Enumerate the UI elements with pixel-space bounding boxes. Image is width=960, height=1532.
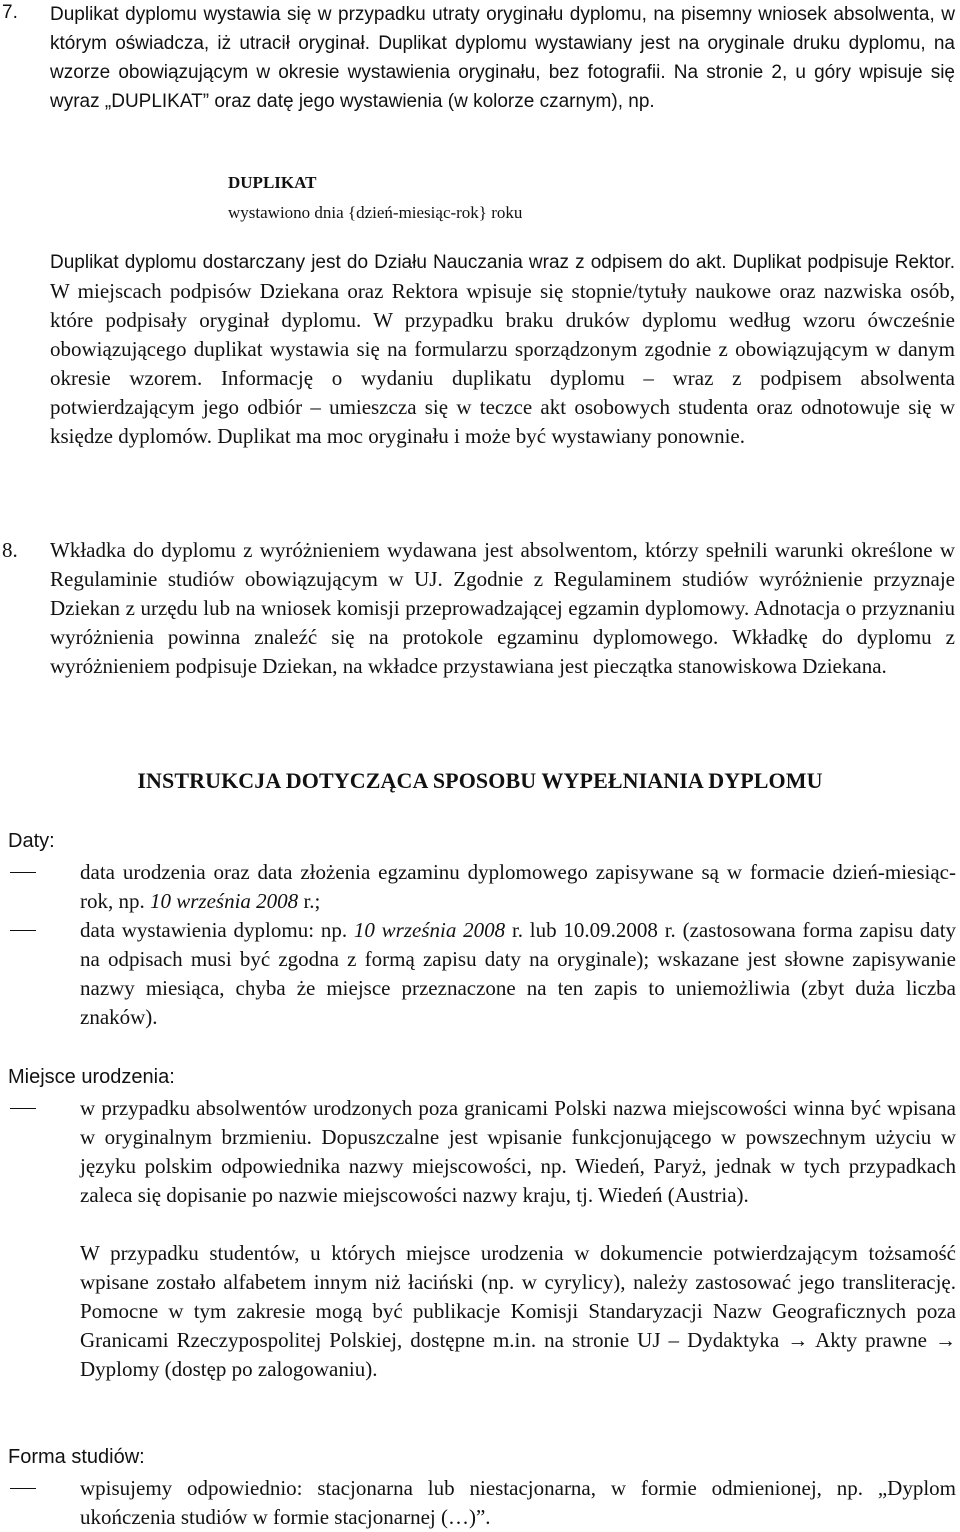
miejsce-item-1: w przypadku absolwentów urodzonych poza granicami Polski nazwa miejscowości winna być wpisana w oryginalnym brzmieniu. Dopuszczalne jest wpisanie funkcjonującego w powszechnym użyciu w języku polskim odpowiednika nazwy miejscowości, np. Wiedeń, Paryż, jednak w tych przypadkach zaleca się dopisanie po nazwie miejscowości nazwy kraju, tj. Wiedeń (Austria). [80, 1096, 956, 1207]
section-7-body-a: Duplikat dyplomu dostarczany jest do Działu Nauczania wraz z odpisem do akt. Duplikat podpisuje Rektor. [50, 252, 955, 273]
instruction-heading: INSTRUKCJA DOTYCZĄCA SPOSOBU WYPEŁNIANIA DYPLOMU [137, 768, 823, 793]
section-8-text: Wkładka do dyplomu z wyróżnieniem wydawana jest absolwentom, którzy spełnili warunki określone w Regulaminie studiów obowiązującym w UJ. Zgodnie z Regulaminem studiów wyróżnienie przyznaje Dziekan z urzędu lub na wniosek komisji przeprowadzającej egzamin dyplomowy. Adnotacja o przyznaniu wyróżnienia powinna znaleźć się na protokole egzaminu dyplomowego. Wkładkę do dyplomu z wyróżnieniem podpisuje Dziekan, na wkładce przystawiana jest pieczątka stanowiskowa Dziekana. [50, 538, 955, 678]
section-7-intro: Duplikat dyplomu wystawia się w przypadku utraty oryginału dyplomu, na pisemny wniosek absolwenta, w którym oświadcza, iż utracił oryginał. Duplikat dyplomu wystawiany jest na oryginale druku dyplomu, na wzorze obowiązującym w okresie wystawienia oryginału, bez fotografii. Na stronie 2, u góry wpisuje się wyraz „DUPLIKAT” oraz datę jego wystawienia (w kolorze czarnym), np. [50, 4, 955, 112]
miejsce-dash-1 [10, 1108, 36, 1109]
daty-item-1-text: data urodzenia oraz data złożenia egzaminu dyplomowego zapisywane są w formacie dzień-miesiąc-rok, np. [80, 860, 956, 913]
daty-item-2-tail: r. lub 10.09.2008 r. (zastosowana forma zapisu daty na odpisach musi być zgodna z formą zapisu daty na oryginale); wskazane jest słowne zapisywanie nazwy miesiąca, chyba że miejsce przeznaczone na ten zapis to uniemożliwia (zbyt duża liczba znaków). [80, 918, 957, 1029]
daty-item-2-text: data wystawienia dyplomu: np. [80, 918, 348, 942]
forma-item-1: wpisujemy odpowiednio: stacjonarna lub niestacjonarna, w formie odmienionej, np. „Dyplom ukończenia studiów w formie stacjonarnej (…)”. [80, 1476, 956, 1529]
forma-label: Forma studiów: [8, 1446, 145, 1468]
section-7-number: 7. [2, 2, 18, 23]
daty-item-2 [80, 916, 956, 1032]
section-7-body [50, 247, 955, 451]
section-7-body-c: Informację o wydaniu duplikatu dyplomu – wraz z podpisem absolwenta potwierdzającym jego odbiór – umieszcza się w teczce akt osobowych studenta oraz odnotowuje się w księdze dyplomów. Duplikat ma moc oryginału i może być wystawiany ponownie. [50, 366, 955, 448]
miejsce-label: Miejsce urodzenia: [8, 1066, 175, 1088]
daty-item-1 [80, 858, 956, 916]
section-7-body-b: W miejscach podpisów Dziekana oraz Rektora wpisuje się stopnie/tytuły naukowe oraz nazwiska osób, które podpisały oryginał dyplomu. W przypadku braku druków dyplomu według wzoru ówcześnie obowiązującego duplikat wystawia się na formularzu sporządzonym zgodnie z obowiązującym w danym okresie wzorem. [50, 279, 955, 390]
daty-item-1-date: 10 września 2008 [150, 889, 299, 913]
miejsce-item-2: W przypadku studentów, u których miejsce urodzenia w dokumencie potwierdzającym tożsamość wpisane zostało alfabetem innym niż łaciński (np. w cyrylicy), należy zastosować jego transliterację. Pomocne w tym zakresie mogą być publikacje Komisji Standaryzacji Nazw Geograficznych poza Granicami Rzeczypospolitej Polskiej, dostępne m.in. na stronie UJ – Dydaktyka → Akty prawne → Dyplomy (dostęp po zalogowaniu). [80, 1241, 956, 1381]
daty-label: Daty: [8, 830, 55, 852]
daty-item-1-tail: r.; [303, 889, 321, 913]
forma-dash-1 [10, 1488, 36, 1489]
section-8-number: 8. [2, 538, 18, 562]
daty-item-2-date: 10 września 2008 [353, 918, 506, 942]
daty-dash-2 [10, 930, 36, 931]
duplicate-example-line: wystawiono dnia {dzień-miesiąc-rok} roku [228, 203, 523, 222]
duplicate-example [228, 168, 522, 228]
daty-dash-1 [10, 872, 36, 873]
duplicate-example-title: DUPLIKAT [228, 173, 317, 192]
